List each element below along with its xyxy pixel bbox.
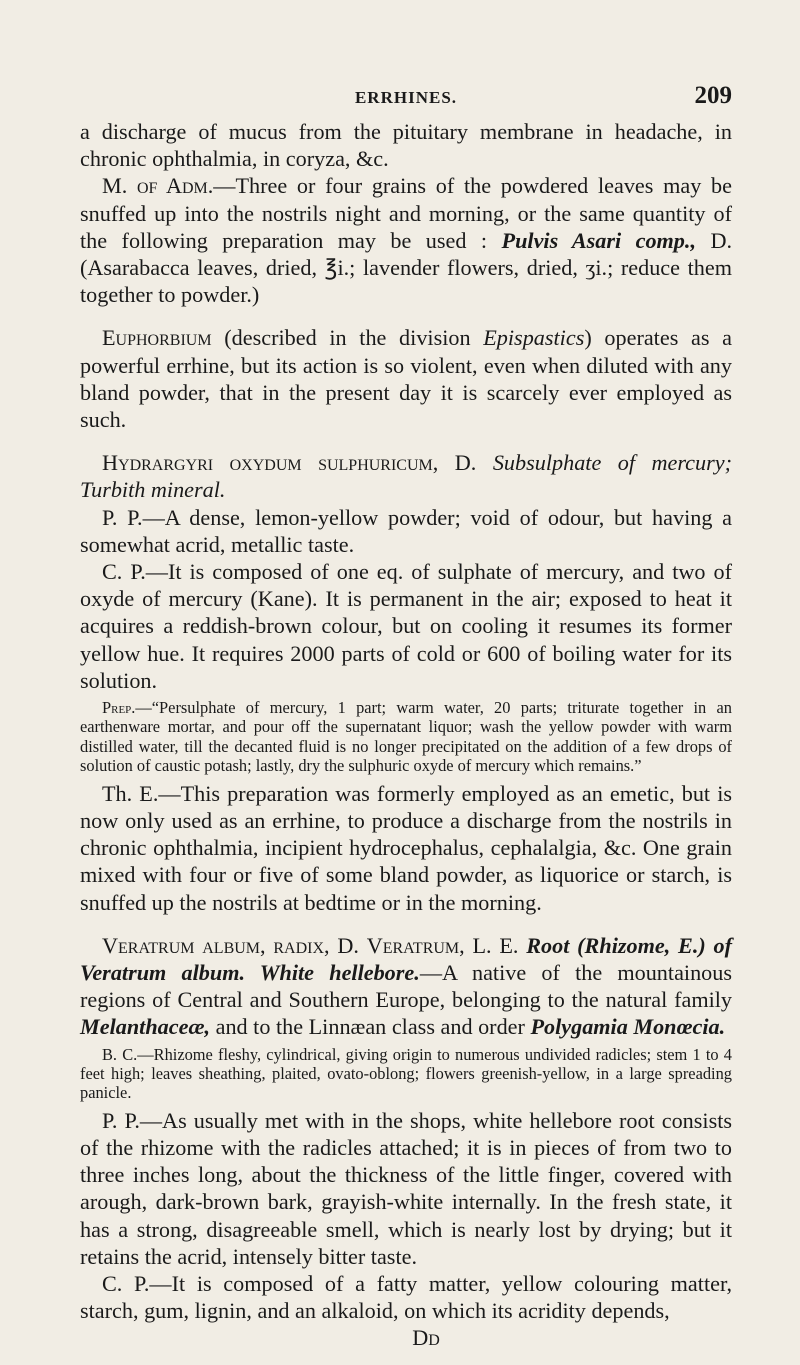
class-order: Polygamia Monœcia. bbox=[530, 1014, 726, 1040]
label-prep: Prep. bbox=[102, 698, 136, 718]
hydrargyri-therapeutic-effects: Th. E.—This preparation was formerly employed as an emetic, but is now only used as an errhine, to produce a discharge from the nostrils in chronic ophthalmia, incipient hydrocephalus, cephalalgia, &c. One grain mixed with four or five of some bland powder, as liquorice or starch, is snuffed up the nostrils at bedtime or in the morning. bbox=[80, 780, 732, 915]
formula-detail: D. (Asarabacca leaves, dried, ℥i.; lavender flowers, dried, ʒi.; reduce them together to powder.) bbox=[80, 227, 733, 308]
page-number: 209 bbox=[694, 82, 732, 109]
term-veratrum-le: Veratrum, L. E. bbox=[366, 932, 519, 958]
term-euphorbium: Euphorbium bbox=[102, 325, 212, 351]
veratrum-botanical-characters: B. C.—Rhizome fleshy, cylindrical, giving origin to numerous undivided radicles; stem 1 to 4 feet high; leaves sheathing, plaited, ovato-oblong; flowers greenish-yellow, in a large spreading panicle. bbox=[80, 1044, 732, 1103]
division-epispastics: Epispastics bbox=[483, 325, 585, 351]
euphorbium-text-a: (described in the division bbox=[224, 325, 471, 351]
veratrum-text-b: and to the Linnæan class and order bbox=[215, 1014, 525, 1040]
veratrum-chemical-properties: C. P.—It is composed of a fatty matter, yellow colouring matter, starch, gum, lignin, and an alkaloid, on which its acridity depends, bbox=[80, 1270, 732, 1324]
hydrargyri-chemical-properties: C. P.—It is composed of one eq. of sulphate of mercury, and two of oxyde of mercury (Kane). It is permanent in the air; exposed to heat it acquires a reddish-brown colour, but on cooling it resumes its former yellow hue. It requires 2000 parts of cold or 600 of boiling water for its solution. bbox=[80, 559, 732, 693]
signature-mark: Dd bbox=[412, 1325, 440, 1351]
prep-text: —“Persulphate of mercury, 1 part; warm water, 20 parts; triturate together in an earthenware mortar, and pour off the supernatant liquor; wash the yellow powder with warm distilled water, till the decanted fluid is no longer precipitated on the addition of a few drops of solution of caustic potash; lastly, dry the sulphuric oxyde of mercury which remains.” bbox=[80, 698, 732, 776]
paragraph-mode-of-administration bbox=[80, 172, 732, 308]
term-veratrum: Veratrum album, radix, D. bbox=[102, 932, 359, 958]
veratrum-root-name: Root (Rhizome, E.) of Veratrum album. White hellebore. bbox=[80, 932, 733, 985]
euphorbium-text-b: ) operates as a powerful errhine, but its action is so violent, even when diluted with any bland powder, that in the present day it is scarcely ever employed as such. bbox=[80, 325, 733, 433]
running-title: ERRHINES. bbox=[354, 88, 458, 107]
formula-pulvis-asari: Pulvis Asari comp., bbox=[501, 227, 696, 253]
body-text bbox=[80, 118, 732, 1352]
adm-text: —Three or four grains of the powdered leaves may be snuffed up into the nostrils night and morning, or the same quantity of the following preparation may be used : bbox=[80, 173, 732, 253]
veratrum-text-a: —A native of the mountainous regions of Central and Southern Europe, belonging to the natural family bbox=[80, 959, 732, 1013]
term-hydrargyri: Hydrargyri oxydum sulphuricum, D. bbox=[102, 450, 477, 476]
hydrargyri-physical-properties: P. P.—A dense, lemon-yellow powder; void of odour, but having a somewhat acrid, metallic taste. bbox=[80, 504, 732, 557]
label-mode-of-administration: M. of Adm. bbox=[102, 173, 214, 199]
paragraph-continuation: a discharge of mucus from the pituitary membrane in headache, in chronic ophthalmia, in coryza, &c. bbox=[80, 119, 732, 172]
family-melanthaceae: Melanthaceæ, bbox=[80, 1014, 211, 1040]
hydrargyri-preparation bbox=[80, 698, 732, 776]
paragraph-veratrum bbox=[80, 932, 732, 1041]
running-head bbox=[80, 82, 732, 112]
heading-hydrargyri bbox=[80, 449, 732, 503]
veratrum-physical-properties: P. P.—As usually met with in the shops, white hellebore root consists of the rhizome with the radicles attached; it is in pieces of from two to three inches long, about the thickness of the little finger, covered with arough, dark-brown bark, grayish-white internally. In the fresh state, it has a strong, disagreeable smell, which is nearly lost by drying; but it retains the acrid, intensely bitter taste. bbox=[80, 1107, 732, 1269]
paragraph-euphorbium bbox=[80, 324, 732, 433]
synonyms-hydrargyri: Subsulphate of mercury; Turbith mineral. bbox=[80, 450, 732, 503]
